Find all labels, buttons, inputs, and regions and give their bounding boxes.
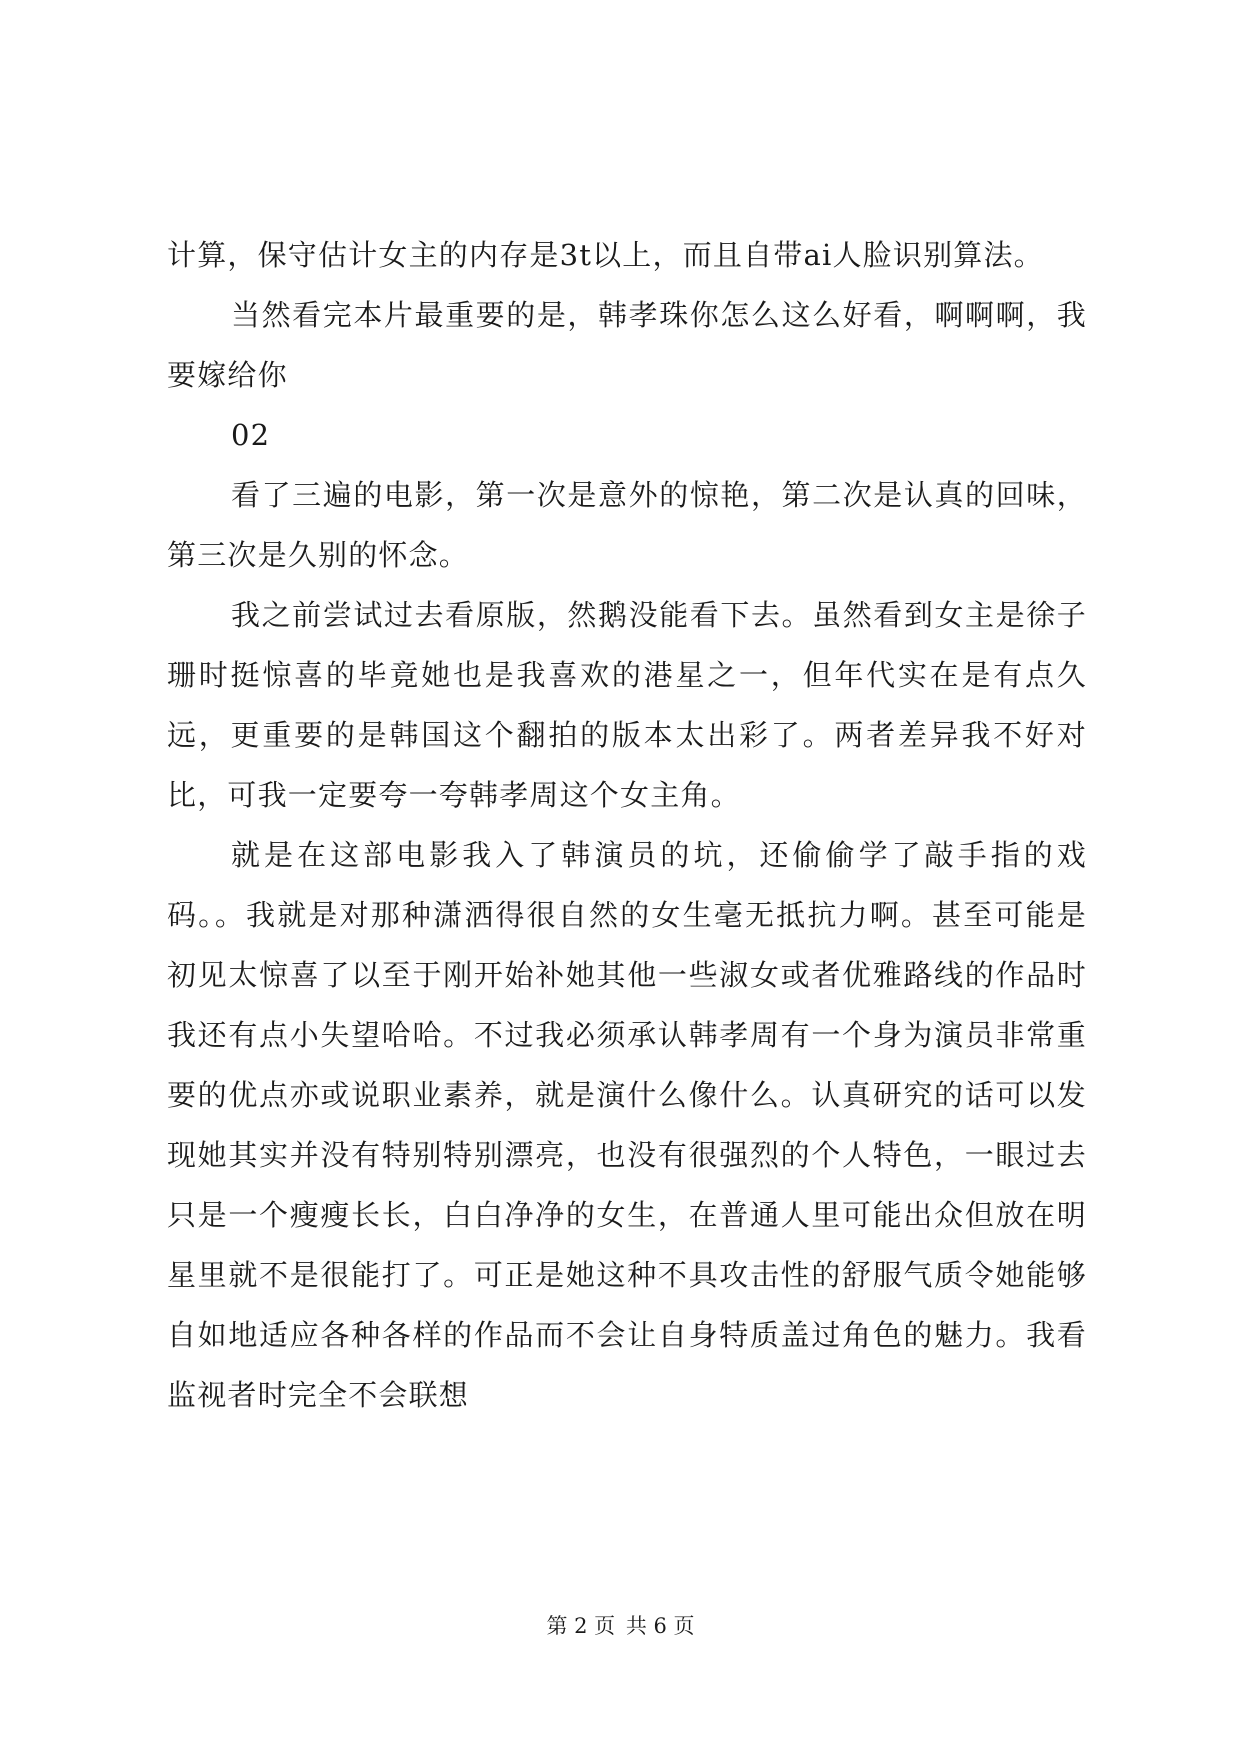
section-number: 02 bbox=[231, 418, 271, 452]
paragraph-2: 当然看完本片最重要的是，韩孝珠你怎么这么好看，啊啊啊，我要嫁给你 bbox=[167, 298, 1087, 392]
document-body bbox=[167, 225, 1087, 1425]
page-total: 共 6 页 bbox=[625, 1614, 695, 1638]
page-footer bbox=[0, 1612, 1241, 1640]
paragraph-3: 看了三遍的电影，第一次是意外的惊艳，第二次是认真的回味，第三次是久别的怀念。 bbox=[167, 478, 1087, 572]
page-number: 第 2 页 bbox=[546, 1614, 616, 1638]
paragraph-5: 就是在这部电影我入了韩演员的坑，还偷偷学了敲手指的戏码。。我就是对那种潇洒得很自然的女生毫无抵抗力啊。甚至可能是初见太惊喜了以至于刚开始补她其他一些淑女或者优雅路线的作品时我还有点小失望哈哈。不过我必须承认韩孝周有一个身为演员非常重要的优点亦或说职业素养，就是演什么像什么。认真研究的话可以发现她其实并没有特别特别漂亮，也没有很强烈的个人特色，一眼过去只是一个瘦瘦长长，白白净净的女生，在普通人里可能出众但放在明星里就不是很能打了。可正是她这种不具攻击性的舒服气质令她能够自如地适应各种各样的作品而不会让自身特质盖过角色的魅力。我看监视者时完全不会联想 bbox=[167, 838, 1087, 1412]
paragraph-1: 计算，保守估计女主的内存是3t以上，而且自带ai人脸识别算法。 bbox=[167, 238, 1044, 272]
paragraph-4: 我之前尝试过去看原版，然鹅没能看下去。虽然看到女主是徐子珊时挺惊喜的毕竟她也是我喜欢的港星之一，但年代实在是有点久远，更重要的是韩国这个翻拍的版本太出彩了。两者差异我不好对比，可我一定要夸一夸韩孝周这个女主角。 bbox=[167, 598, 1087, 812]
